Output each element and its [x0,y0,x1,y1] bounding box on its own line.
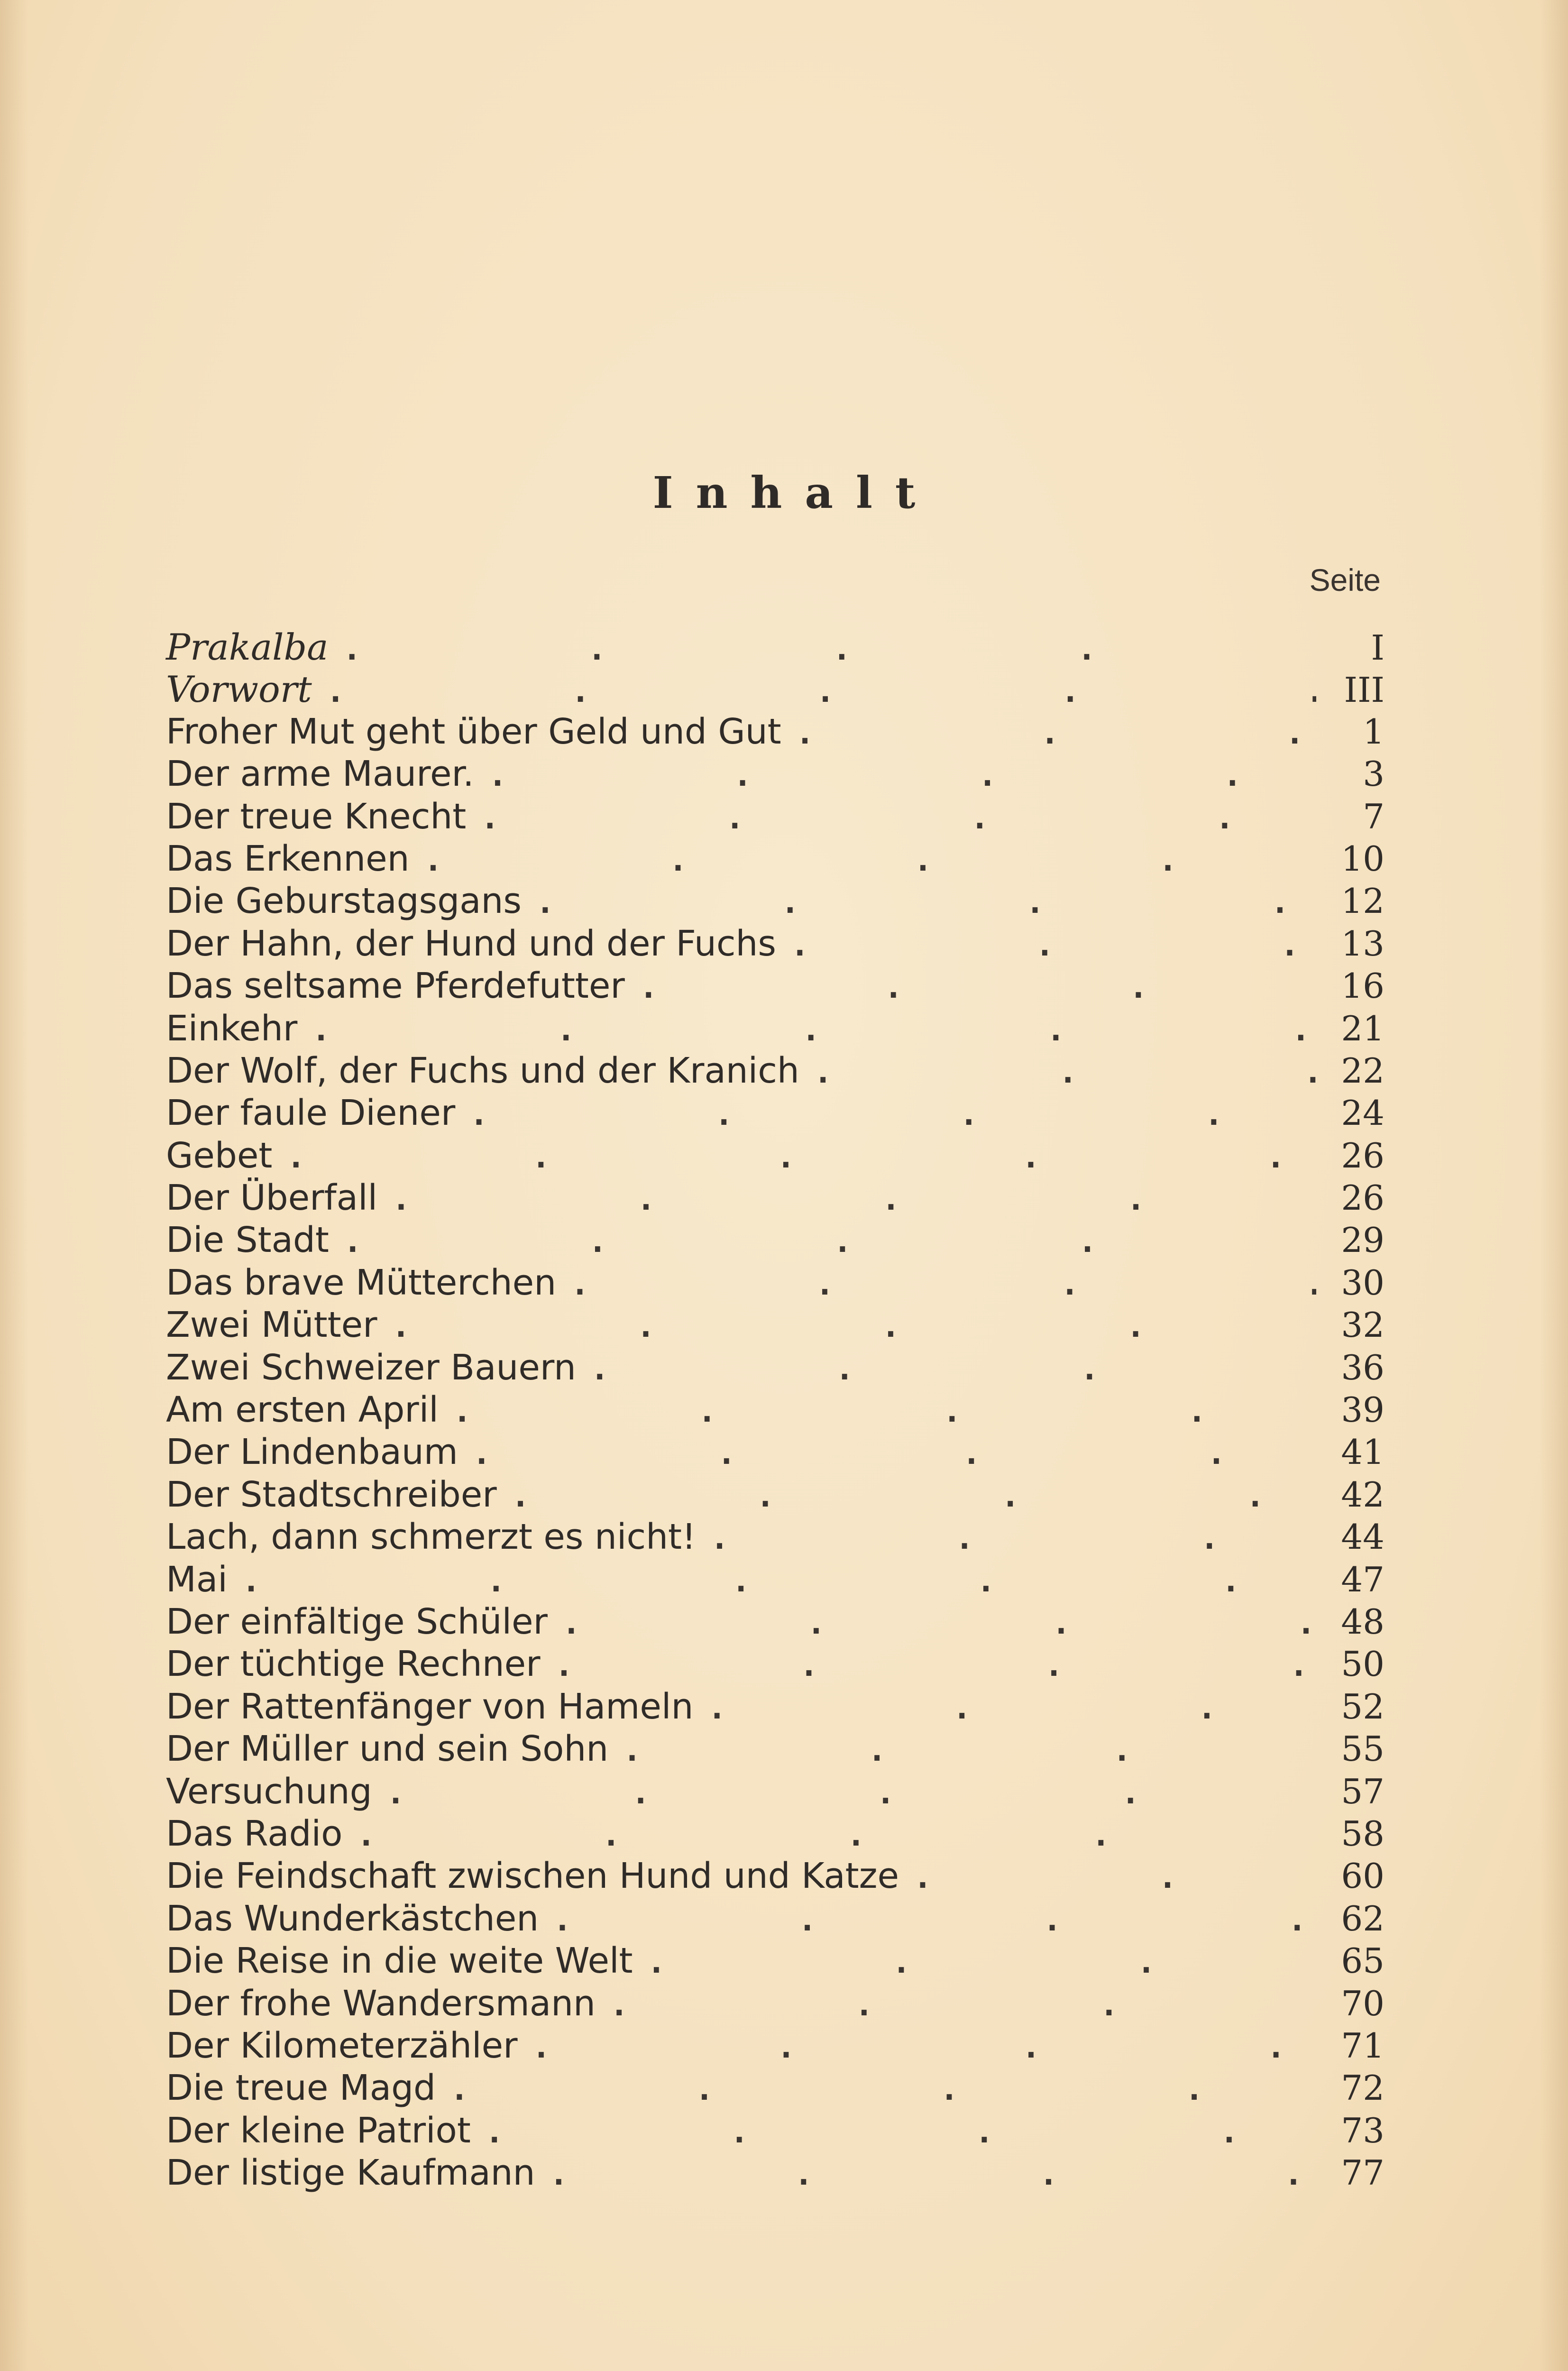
toc-entry [166,2025,1385,2067]
toc-entry [166,923,1385,965]
toc-entry-page-number: 29 [1341,1220,1385,1260]
toc-entry-page-number: 48 [1341,1601,1385,1642]
toc-entry [166,1855,1385,1897]
dot-leader [555,1643,1316,1686]
toc-entry-title: Froher Mut geht über Geld und Gut [166,711,781,752]
toc-entry-title: Das seltsame Pferdefutter [166,965,625,1007]
toc-entry [166,1050,1385,1092]
toc-entry [166,1474,1385,1516]
dot-leader [472,1431,1316,1474]
toc-entry [166,1135,1385,1177]
toc-entry-title: Mai [166,1559,228,1600]
toc-entry-title: Die Feindschaft zwischen Hund und Katze [166,1856,899,1897]
toc-entry-title: Der Stadtschreiber [166,1474,497,1515]
dot-leader [286,1135,1316,1178]
dot-leader [424,838,1316,881]
toc-entry [166,1347,1385,1389]
toc-entry-title: Zwei Schweizer Bauern [166,1347,576,1388]
dot-leader [570,1262,1316,1305]
toc-entry [166,1516,1385,1558]
toc-entry-page-number: 65 [1341,1941,1385,1981]
page-edge-left [0,0,28,2371]
dot-leader [562,1601,1316,1644]
toc-entry [166,1431,1385,1473]
dot-leader [639,965,1316,1008]
table-of-contents [166,626,1385,2194]
toc-entry [166,1643,1385,1685]
toc-entry-page-number: 47 [1341,1559,1385,1599]
toc-entry [166,1898,1385,1940]
dot-leader [450,2067,1316,2110]
toc-entry [166,2152,1385,2194]
toc-entry-page-number: 24 [1341,1093,1385,1133]
toc-entry [166,1559,1385,1601]
dot-leader [610,1983,1316,2026]
toc-entry-title: Prakalba [166,626,329,668]
toc-entry-title: Der Wolf, der Fuchs und der Kranich [166,1050,799,1091]
toc-entry-title: Versuchung [166,1771,372,1812]
dot-leader [480,796,1316,839]
dot-leader [553,1898,1316,1941]
dot-leader [814,1050,1316,1093]
dot-leader [342,627,1316,670]
page-title: Inhalt [652,467,938,518]
toc-entry-page-number: 26 [1341,1178,1385,1218]
toc-entry-title: Gebet [166,1135,273,1176]
toc-entry-title: Die Geburstagsgans [166,881,522,922]
dot-leader [392,1304,1316,1347]
toc-entry-title: Der Kilometerzähler [166,2025,518,2066]
dot-leader [623,1728,1316,1771]
dot-leader [392,1177,1316,1220]
toc-entry-page-number: 39 [1341,1390,1385,1430]
toc-entry [166,626,1385,668]
dot-leader [549,2152,1316,2195]
toc-entry-title: Das Radio [166,1813,343,1854]
toc-entry [166,1728,1385,1770]
toc-entry-title: Der faule Diener [166,1093,456,1134]
toc-entry [166,1008,1385,1050]
toc-entry-title: Der Müller und sein Sohn [166,1728,609,1770]
toc-entry-page-number: 41 [1341,1432,1385,1472]
toc-entry [166,1686,1385,1728]
toc-entry-title: Der Lindenbaum [166,1432,458,1473]
toc-entry-page-number: 77 [1341,2153,1385,2193]
page-column-label: Seite [1309,562,1381,597]
toc-entry [166,1601,1385,1643]
toc-entry-title: Einkehr [166,1008,298,1049]
toc-entry [166,668,1385,710]
toc-entry [166,965,1385,1007]
toc-entry-title: Der einfältige Schüler [166,1601,548,1642]
toc-entry-page-number: 58 [1341,1813,1385,1854]
toc-entry-page-number: 22 [1341,1050,1385,1091]
toc-entry-title: Der arme Maurer. [166,754,474,795]
dot-leader [710,1516,1316,1559]
toc-entry-title: Das brave Mütterchen [166,1262,557,1303]
toc-entry [166,1219,1385,1261]
dot-leader [913,1855,1316,1898]
toc-entry-page-number: 21 [1341,1008,1385,1048]
dot-leader [707,1686,1316,1729]
toc-entry [166,1940,1385,1982]
dot-leader [343,1219,1316,1262]
dot-leader [796,711,1316,754]
toc-entry-title: Der kleine Patriot [166,2110,471,2151]
toc-entry-page-number: 52 [1341,1686,1385,1727]
toc-entry-title: Der frohe Wandersmann [166,1983,596,2024]
dot-leader [485,2110,1316,2153]
toc-entry-page-number: 7 [1363,796,1385,836]
toc-entry-title: Der Überfall [166,1177,378,1219]
toc-entry-title: Am ersten April [166,1389,439,1431]
toc-entry-page-number: 55 [1341,1729,1385,1769]
toc-entry [166,838,1385,880]
dot-leader [532,2025,1316,2068]
toc-entry [166,1092,1385,1134]
toc-entry-title: Das Erkennen [166,838,410,879]
toc-entry-page-number: 62 [1341,1898,1385,1939]
toc-entry-title: Der tüchtige Rechner [166,1644,541,1685]
toc-entry-page-number: 16 [1341,966,1385,1006]
toc-entry [166,1983,1385,2025]
dot-leader [511,1474,1316,1517]
toc-entry-page-number: 3 [1363,754,1385,794]
toc-entry-page-number: 10 [1341,838,1385,879]
dot-leader [312,1008,1316,1051]
toc-entry-page-number: 70 [1341,1983,1385,2023]
toc-entry [166,1389,1385,1431]
toc-entry-title: Das Wunderkästchen [166,1898,539,1939]
toc-entry [166,1262,1385,1304]
toc-entry-page-number: 73 [1341,2110,1385,2150]
toc-entry-title: Der Hahn, der Hund und der Fuchs [166,923,776,964]
toc-entry [166,2110,1385,2152]
toc-entry-page-number: 72 [1341,2068,1385,2108]
toc-entry [166,2067,1385,2109]
toc-entry [166,753,1385,795]
dot-leader [326,669,1316,712]
page-edge-right [1540,0,1568,2371]
toc-entry-title: Vorwort [166,668,312,711]
toc-entry-page-number: I [1371,628,1385,668]
toc-entry-page-number: III [1344,670,1385,710]
dot-leader [790,923,1316,966]
toc-entry-page-number: 36 [1341,1347,1385,1388]
dot-leader [386,1771,1316,1814]
toc-entry-page-number: 71 [1341,2025,1385,2066]
toc-entry [166,1177,1385,1219]
toc-entry-page-number: 12 [1341,881,1385,921]
toc-entry-page-number: 1 [1363,711,1385,752]
toc-entry-title: Zwei Mütter [166,1305,377,1346]
dot-leader [453,1389,1316,1432]
toc-entry-title: Die Stadt [166,1220,329,1261]
toc-entry [166,1813,1385,1855]
dot-leader [242,1559,1316,1602]
toc-entry-title: Der listige Kaufmann [166,2152,535,2194]
toc-entry [166,796,1385,838]
toc-entry [166,1771,1385,1813]
toc-entry-page-number: 57 [1341,1771,1385,1811]
toc-entry-title: Lach, dann schmerzt es nicht! [166,1516,696,1558]
toc-entry-page-number: 26 [1341,1135,1385,1176]
toc-entry-title: Der Rattenfänger von Hameln [166,1686,694,1727]
toc-entry-page-number: 13 [1341,923,1385,964]
toc-entry-page-number: 42 [1341,1474,1385,1515]
toc-entry [166,711,1385,753]
toc-entry-title: Der treue Knecht [166,796,467,837]
toc-entry-page-number: 44 [1341,1517,1385,1557]
toc-entry-title: Die treue Magd [166,2068,436,2109]
toc-entry-title: Die Reise in die weite Welt [166,1940,633,1982]
toc-entry-page-number: 30 [1341,1262,1385,1303]
dot-leader [488,753,1316,796]
toc-entry [166,1304,1385,1346]
dot-leader [590,1347,1316,1390]
toc-entry-page-number: 50 [1341,1644,1385,1684]
dot-leader [536,880,1316,923]
dot-leader [357,1813,1316,1856]
toc-entry-page-number: 32 [1341,1305,1385,1345]
toc-entry-page-number: 60 [1341,1856,1385,1896]
dot-leader [647,1940,1316,1983]
dot-leader [469,1092,1316,1135]
toc-entry [166,880,1385,922]
